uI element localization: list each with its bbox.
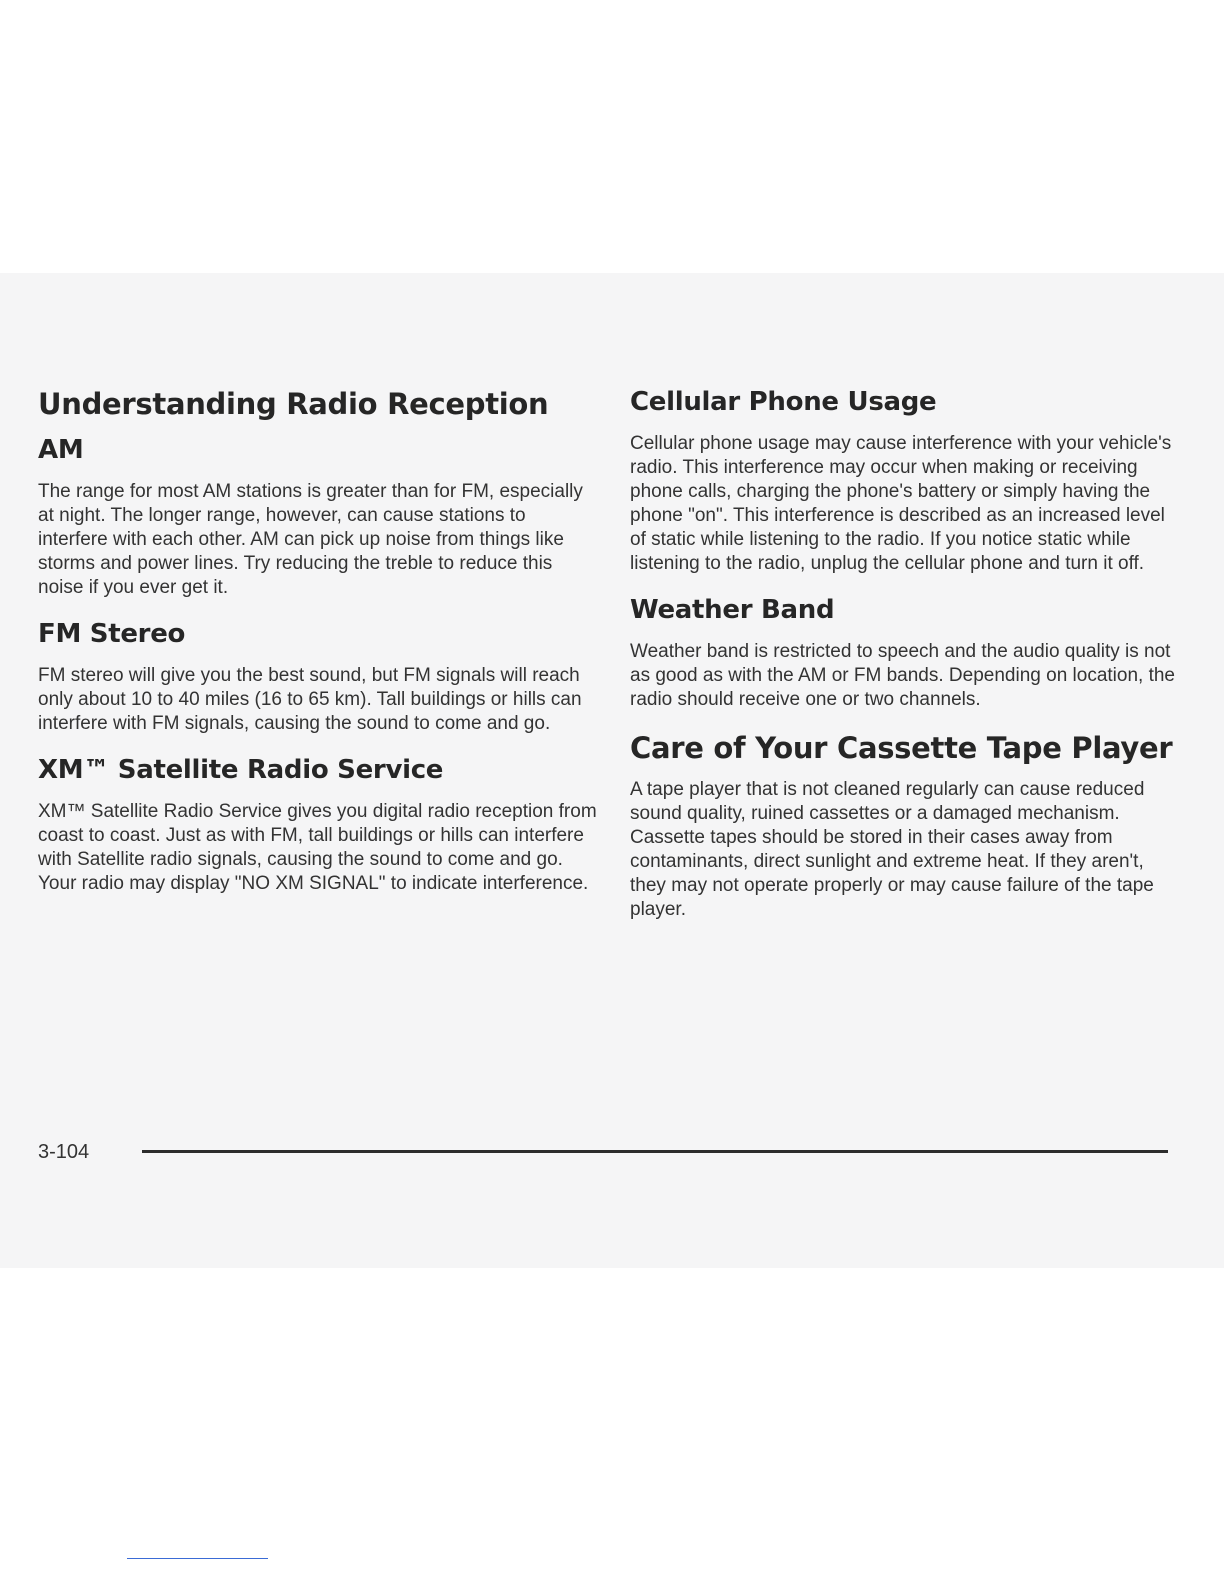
am-section [38,434,598,600]
bottom-link-underline [127,1558,268,1559]
radio-reception-title: Understanding Radio Reception [38,387,549,421]
fm-stereo-text: FM stereo will give you the best sound, but FM signals will reach only about 10 to 40 miles (16 to 65 km). Tall buildings or hills can interfere with FM signals, causing the sound to come and go. [38,665,582,734]
fm-stereo-section [38,618,598,736]
xm-satellite-text: XM™ Satellite Radio Service gives you digital radio reception from coast to coast. Just as with FM, tall buildings or hills can interfere with Satellite radio signals, causing the sound to come and go. Your radio may display "NO XM SIGNAL" to indicate interference. [38,801,597,894]
footer-rule [142,1150,1168,1153]
cellular-heading: Cellular Phone Usage [630,387,937,417]
weather-band-text: Weather band is restricted to speech and the audio quality is not as good as with the AM or FM bands. Depending on location, the radio should receive one or two channels. [630,641,1175,710]
weather-band-section [630,594,1175,712]
xm-satellite-heading: XM™ Satellite Radio Service [38,755,444,785]
fm-stereo-heading: FM Stereo [38,619,186,649]
cellular-text: Cellular phone usage may cause interference with your vehicle's radio. This interference may occur when making or receiving phone calls, charging the phone's battery or simply having the phone "on". This interference is described as an increased level of static while listening to the radio. If you notice static while listening to the radio, unplug the cellular phone and turn it off. [630,433,1172,574]
weather-band-heading: Weather Band [630,595,835,625]
xm-satellite-section [38,754,598,896]
left-column [38,386,598,914]
page-number: 3-104 [38,1141,90,1163]
right-column [630,386,1175,940]
am-text: The range for most AM stations is greater than for FM, especially at night. The longer range, however, can cause stations to interfere with each other. AM can pick up noise from things like storms and power lines. Try reducing the treble to reduce this noise if you ever get it. [38,481,583,598]
am-heading: AM [38,435,84,465]
cassette-heading: Care of Your Cassette Tape Player [630,731,1173,765]
cassette-text: A tape player that is not cleaned regularly can cause reduced sound quality, ruined cassettes or a damaged mechanism. Cassette tapes should be stored in their cases away from contaminants, direct sunlight and extreme heat. If they aren't, they may not operate properly or may cause failure of the tape player. [630,779,1154,920]
cellular-section [630,386,1175,576]
cassette-section [630,730,1175,922]
